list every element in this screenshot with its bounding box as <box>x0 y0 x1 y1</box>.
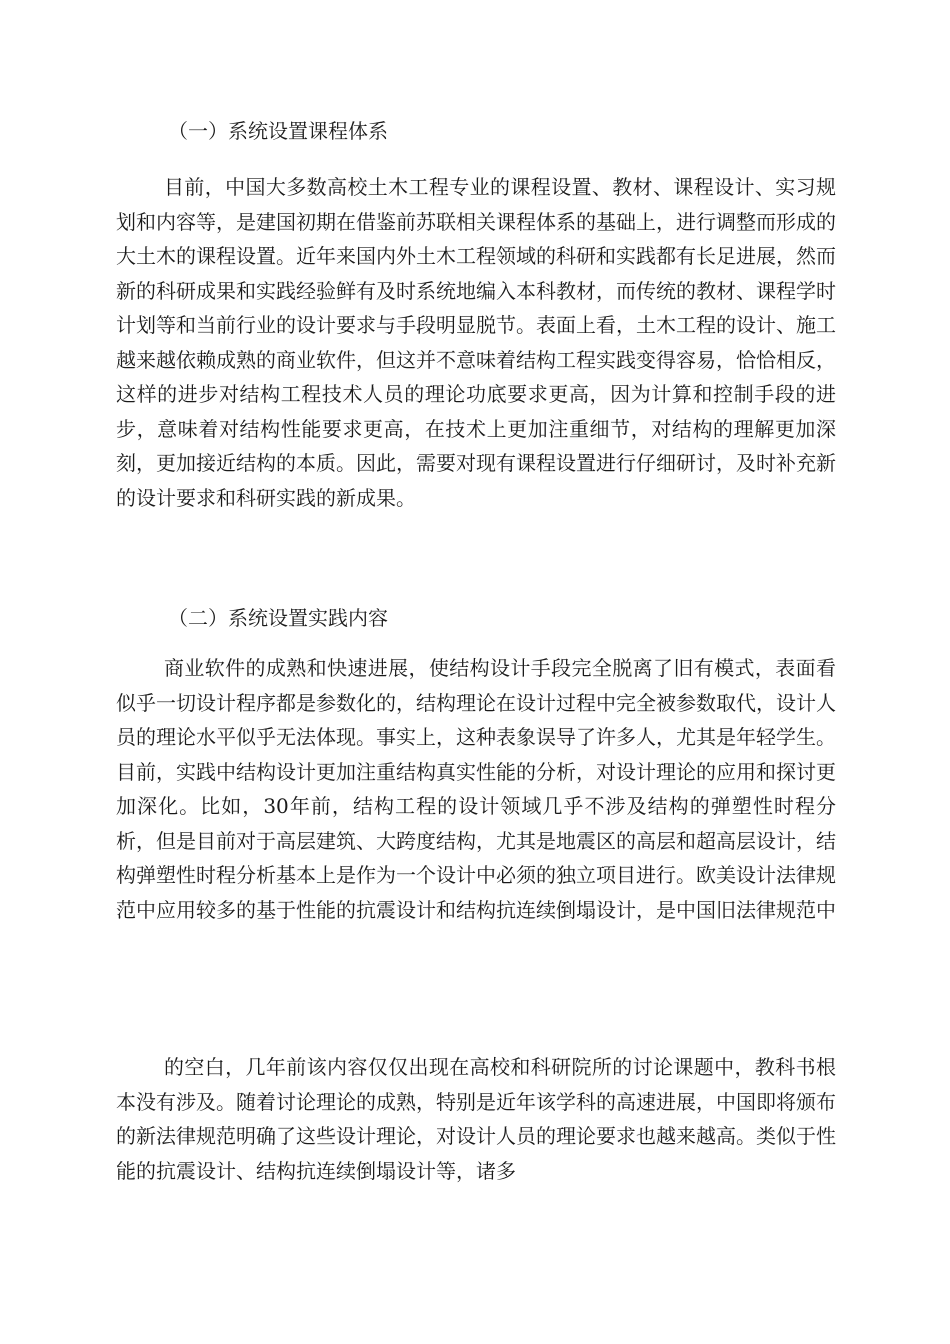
body-paragraph-3: 的空白，几年前该内容仅仅出现在高校和科研院所的讨论课题中，教科书根本没有涉及。随着讨论理论的成熟，特别是近年该学科的高速进展，中国即将颁布的新法律规范明确了这些设计理论，对设计人员的理论要求也越来越高。类似于性能的抗震设计、结构抗连续倒塌设计等，诸多 <box>116 1055 836 1183</box>
body-paragraph-1: 目前，中国大多数高校土木工程专业的课程设置、教材、课程设计、实习规划和内容等，是建国初期在借鉴前苏联相关课程体系的基础上，进行调整而形成的大土木的课程设置。近年来国内外土木工程领域的科研和实践都有长足进展，然而新的科研成果和实践经验鲜有及时系统地编入本科教材，而传统的教材、课程学时计划等和当前行业的设计要求与手段明显脱节。表面上看，土木工程的设计、施工越来越依赖成熟的商业软件，但这并不意味着结构工程实践变得容易，恰恰相反，这样的进步对结构工程技术人员的理论功底要求更高，因为计算和控制手段的进步，意味着对结构性能要求更高，在技术上更加注重细节，对结构的理解更加深刻，更加接近结构的本质。因此，需要对现有课程设置进行仔细研讨，及时补充新的设计要求和科研实践的新成果。 <box>116 175 836 510</box>
section-heading-2: （二）系统设置实践内容 <box>168 606 388 630</box>
body-paragraph-2: 商业软件的成熟和快速进展，使结构设计手段完全脱离了旧有模式，表面看似乎一切设计程序都是参数化的，结构理论在设计过程中完全被参数取代，设计人员的理论水平似乎无法体现。事实上，这种表象误导了许多人，尤其是年轻学生。目前，实践中结构设计更加注重结构真实性能的分析，对设计理论的应用和探讨更加深化。比如，30年前，结构工程的设计领域几乎不涉及结构的弹塑性时程分析，但是目前对于高层建筑、大跨度结构，尤其是地震区的高层和超高层设计，结构弹塑性时程分析基本上是作为一个设计中必须的独立项目进行。欧美设计法律规范中应用较多的基于性能的抗震设计和结构抗连续倒塌设计，是中国旧法律规范中 <box>116 656 836 922</box>
section-heading-1: （一）系统设置课程体系 <box>168 119 388 143</box>
